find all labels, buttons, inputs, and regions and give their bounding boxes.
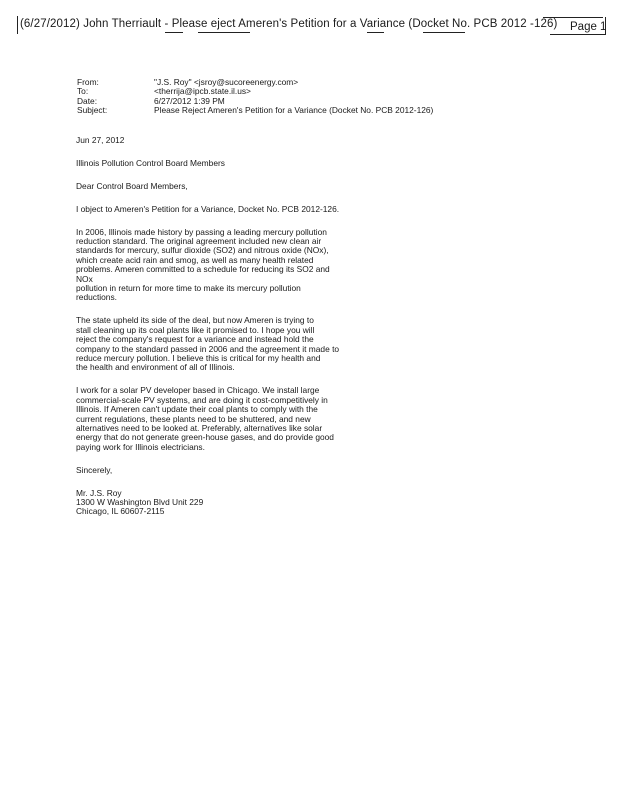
to-value: <therrija@ipcb.state.il.us>	[154, 86, 251, 97]
letter-date: Jun 27, 2012	[76, 135, 125, 145]
date-value: 6/27/2012 1:39 PM	[154, 95, 225, 106]
from-label: From:	[77, 77, 99, 87]
from-value: "J.S. Roy" <jsroy@sucoreenergy.com>	[154, 77, 299, 87]
to-row	[77, 87, 433, 96]
page-box-bottom	[550, 34, 606, 35]
title-underline-4	[423, 32, 465, 33]
date-label: Date:	[77, 95, 98, 106]
title-underline-2	[198, 32, 250, 33]
title-underline-3	[367, 32, 384, 33]
paragraph-objection: I object to Ameren's Petition for a Variance, Docket No. PCB 2012-126.	[76, 203, 340, 214]
from-row	[77, 78, 433, 87]
subject-row	[77, 106, 433, 115]
paragraph-history: In 2006, Illinois made history by passing a leading mercury pollution reduction standard. The original agreement included new clean air standards for mercury, sulfur dioxide (SO2) and nitrous oxide (NOx), which create acid rain and smog, as well as many health related problems. Ameren committed to a schedule for reducing its SO2 and NOx pollution in return for more time to make its mercury pollution reductions.	[76, 226, 330, 303]
letter-recipient: Illinois Pollution Control Board Members	[76, 157, 225, 168]
subject-value: Please Reject Ameren's Petition for a Variance (Docket No. PCB 2012-126)	[154, 105, 434, 116]
to-label: To:	[77, 86, 89, 97]
paragraph-solar: I work for a solar PV developer based in Chicago. We install large commercial-scale PV systems, and are doing it cost-competitively in Illinois. If Ameren can't update their coal plants to comply with the current regulations, these plants need to be shuttered, and new alternatives need to be looked at. Preferably, alternatives like solar energy that do not generate green-house gases, and do provide good paying work for Illinois electricians.	[76, 385, 334, 452]
page-number: Page 1	[570, 21, 607, 33]
subject-label: Subject:	[77, 105, 108, 116]
title-underline-1	[165, 32, 183, 33]
page-box-top	[543, 17, 603, 18]
email-title: (6/27/2012) John Therriault - Please eject Ameren's Petition for a Variance (Docket No. PCB 2012 -126)	[20, 18, 558, 30]
paragraph-request: The state upheld its side of the deal, but now Ameren is trying to stall cleaning up its coal plants like it promised to. I hope you will reject the company's request for a variance and instead hold the company to the standard passed in 2006 and the agreement it made to reduce mercury pollution. I believe this is critical for my health and the health and environment of all of Illinois.	[76, 315, 340, 373]
message-meta	[77, 78, 433, 116]
letter-body	[76, 136, 346, 517]
letter-signature: Mr. J.S. Roy 1300 W Washington Blvd Unit 229 Chicago, IL 60607-2115	[76, 487, 204, 517]
letter-salutation: Dear Control Board Members,	[76, 180, 188, 191]
header-left-bar	[17, 16, 18, 34]
letter-closing: Sincerely,	[76, 464, 113, 475]
